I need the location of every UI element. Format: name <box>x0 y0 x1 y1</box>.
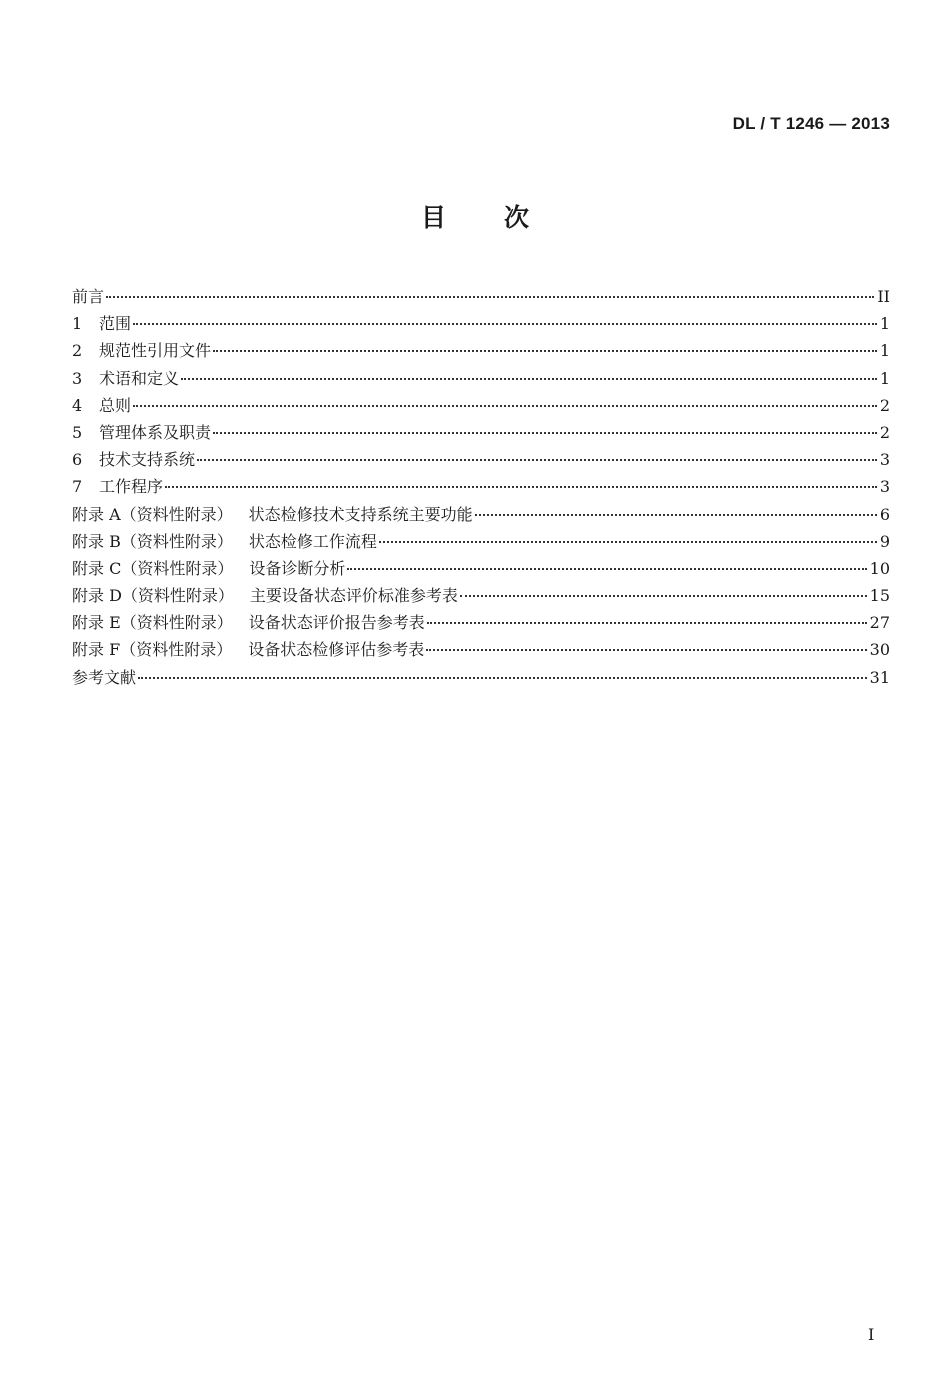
toc-page-number: 2 <box>879 395 890 415</box>
toc-page-number: 6 <box>879 504 890 524</box>
toc-entry-title: 主要设备状态评价标准参考表 <box>249 586 458 606</box>
toc-entry-number: 4 <box>72 395 83 415</box>
toc-entry-title: 设备状态评价报告参考表 <box>248 613 425 633</box>
toc-page-number: 15 <box>869 586 890 606</box>
toc-entry-title: 范围 <box>99 314 132 334</box>
toc-entry-title: 前言 <box>72 287 105 306</box>
appendix-label: 附录 B（资料性附录） <box>72 531 233 551</box>
dot-leader <box>475 514 877 516</box>
dot-leader <box>138 677 867 679</box>
toc-page-number: 2 <box>879 422 890 442</box>
toc-entry-6[interactable] <box>72 447 890 474</box>
toc-entry-title: 管理体系及职责 <box>99 422 212 442</box>
toc-entry-2[interactable] <box>72 338 890 365</box>
toc-page-number: II <box>877 287 890 306</box>
toc-entry-title: 状态检修工作流程 <box>248 531 377 551</box>
toc-entry-number: 7 <box>72 477 83 497</box>
toc-page-number: 3 <box>879 450 890 470</box>
toc-page-number: 3 <box>879 477 890 497</box>
toc-entry-appendix-e[interactable] <box>72 610 890 637</box>
dot-leader <box>181 378 877 380</box>
toc-page-number: 10 <box>869 558 890 578</box>
dot-leader <box>460 595 867 597</box>
dot-leader <box>133 405 877 407</box>
appendix-label: 附录 A（资料性附录） <box>72 504 233 524</box>
toc-entry-title: 状态检修技术支持系统主要功能 <box>248 504 473 524</box>
toc-entry-number: 6 <box>72 450 83 470</box>
toc-page-number: 9 <box>879 531 890 551</box>
toc-entry-appendix-c[interactable] <box>72 556 890 583</box>
dot-leader <box>106 296 874 298</box>
toc-entry-appendix-b[interactable] <box>72 529 890 556</box>
dot-leader <box>213 432 877 434</box>
dot-leader <box>347 568 866 570</box>
toc-entry-references[interactable] <box>72 665 890 692</box>
appendix-label: 附录 E（资料性附录） <box>72 613 233 633</box>
toc-entry-number: 3 <box>72 368 83 388</box>
toc-entry-5[interactable] <box>72 420 890 447</box>
toc-page-number: 27 <box>869 613 890 633</box>
toc-page-number: 1 <box>879 314 890 334</box>
toc-entry-appendix-f[interactable] <box>72 637 890 664</box>
dot-leader <box>165 486 877 488</box>
toc-entry-title: 参考文献 <box>72 667 137 687</box>
toc-page-number: 30 <box>869 640 890 660</box>
appendix-label: 附录 F（资料性附录） <box>72 640 233 660</box>
toc-entry-title: 设备诊断分析 <box>249 558 346 578</box>
toc-entry-title: 工作程序 <box>99 477 164 497</box>
dot-leader <box>379 541 877 543</box>
toc-entry-title: 设备状态检修评估参考表 <box>248 640 425 660</box>
page-number: I <box>868 1325 875 1344</box>
toc-title: 目次 <box>420 203 587 232</box>
toc-entry-number: 2 <box>72 341 83 361</box>
toc-entry-preface[interactable] <box>72 284 890 311</box>
dot-leader <box>133 323 877 325</box>
toc-entry-number: 1 <box>72 314 83 334</box>
toc-entry-1[interactable] <box>72 311 890 338</box>
toc-page-number: 1 <box>879 341 890 361</box>
toc-entry-appendix-d[interactable] <box>72 583 890 610</box>
toc-entry-number: 5 <box>72 422 83 442</box>
toc-entry-title: 总则 <box>99 395 132 415</box>
toc-page-number: 31 <box>869 667 890 687</box>
toc-entry-7[interactable] <box>72 474 890 501</box>
appendix-label: 附录 D（资料性附录） <box>72 586 234 606</box>
dot-leader <box>426 649 866 651</box>
dot-leader <box>427 622 867 624</box>
toc-entry-title: 规范性引用文件 <box>99 341 212 361</box>
appendix-label: 附录 C（资料性附录） <box>72 558 234 578</box>
toc-entry-appendix-a[interactable] <box>72 502 890 529</box>
toc-entry-4[interactable] <box>72 393 890 420</box>
toc-entry-title: 技术支持系统 <box>99 450 196 470</box>
toc-entry-title: 术语和定义 <box>99 368 180 388</box>
document-code: DL / T 1246 — 2013 <box>732 114 890 133</box>
toc-page-number: 1 <box>879 368 890 388</box>
dot-leader <box>213 350 877 352</box>
toc-entry-3[interactable] <box>72 366 890 393</box>
table-of-contents <box>72 284 890 692</box>
dot-leader <box>197 459 877 461</box>
